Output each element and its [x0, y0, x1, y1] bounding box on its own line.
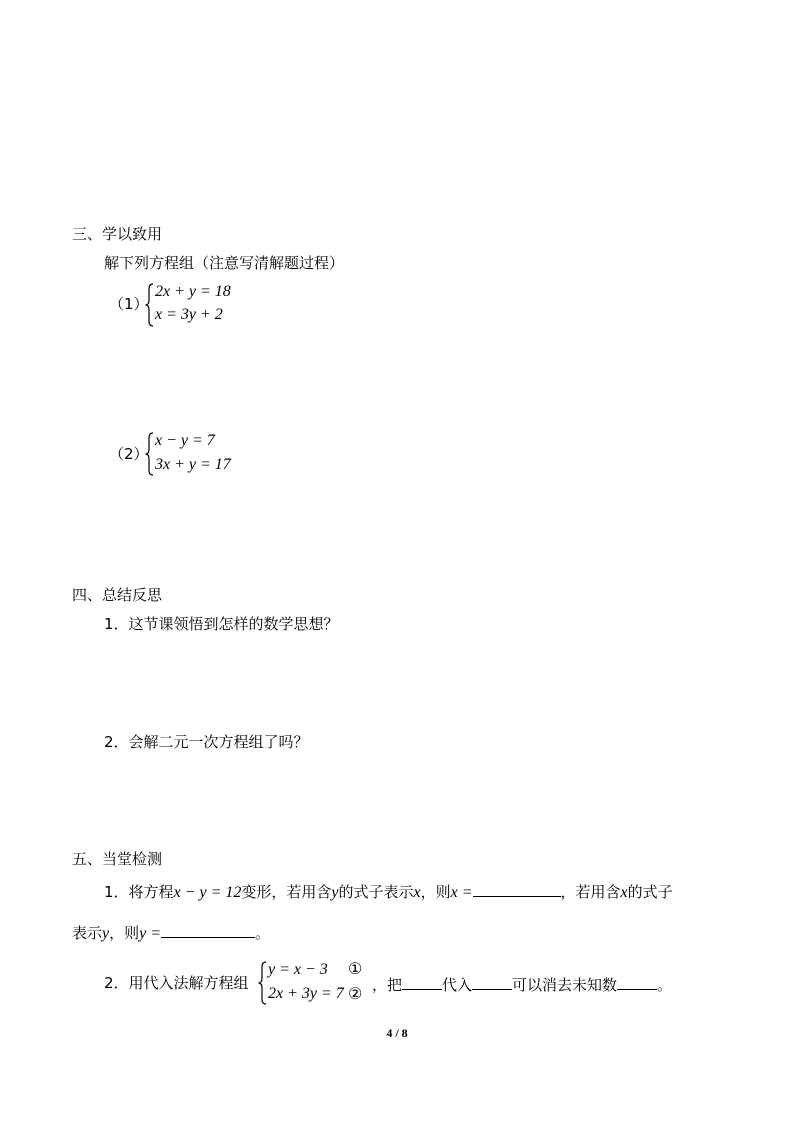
- section4-question1: 1．这节课领悟到怎样的数学思想？: [104, 615, 339, 633]
- problem1-eq2: x = 3y + 2: [155, 306, 223, 323]
- q1-equation: x − y = 12: [173, 884, 242, 901]
- section4-heading: 四、总结反思: [72, 586, 163, 604]
- brace-icon: [145, 283, 155, 327]
- q1-text: ，若用含: [560, 883, 621, 901]
- section5-question2-lead: [104, 973, 249, 993]
- q1-text: 的式子表示: [338, 883, 414, 901]
- q1-text: 将方程: [128, 883, 174, 901]
- section3-instruction: 解下列方程组（注意写清解题过程）: [104, 254, 345, 272]
- question2-eq2: 2x + 3y = 7: [268, 985, 344, 1002]
- section5-question2-tail: [372, 973, 672, 995]
- q2-text: 可以消去未知数: [512, 976, 618, 994]
- section5-heading: 五、当堂检测: [72, 850, 163, 868]
- problem2-label: （2）: [109, 445, 149, 463]
- q1-text: ，则: [109, 924, 140, 942]
- circled-one-marker: ①: [348, 961, 363, 978]
- q2-text: 。: [657, 976, 673, 994]
- section4-question2: 2．会解二元一次方程组了吗？: [104, 733, 309, 751]
- q1-y-eq: y =: [139, 925, 162, 942]
- q1-text: 表示: [72, 924, 103, 942]
- answer-blank[interactable]: [472, 973, 512, 990]
- section3-heading: 三、学以致用: [72, 225, 163, 243]
- problem1-label: （1）: [109, 295, 149, 313]
- answer-blank[interactable]: [402, 973, 442, 990]
- q1-text: 变形，若用含: [241, 883, 332, 901]
- q1-x-eq: x =: [450, 884, 473, 901]
- q2-text: ，把: [372, 976, 403, 994]
- question2-eq1: y = x − 3: [268, 961, 328, 978]
- problem2-eq1: x − y = 7: [155, 432, 215, 449]
- q1-var: x: [620, 884, 628, 901]
- q1-text: ，则: [420, 883, 451, 901]
- answer-blank[interactable]: [161, 921, 255, 938]
- q1-var: x: [413, 884, 421, 901]
- q2-text: 用代入法解方程组: [128, 974, 249, 992]
- section5-question1-line2: [72, 921, 270, 944]
- q1-var: y: [331, 884, 339, 901]
- question-number: 1．: [104, 883, 129, 901]
- circled-two-marker: ②: [348, 986, 363, 1003]
- q1-var: y: [102, 925, 110, 942]
- problem1-eq1: 2x + y = 18: [155, 283, 231, 300]
- brace-icon: [145, 432, 155, 476]
- section5-question1-line1: [104, 880, 673, 903]
- answer-blank[interactable]: [617, 973, 657, 990]
- page-number: 4 / 8: [386, 1026, 408, 1040]
- q1-text: 的式子: [627, 883, 673, 901]
- answer-blank[interactable]: [473, 880, 561, 897]
- brace-icon: [258, 961, 268, 1005]
- q2-text: 代入: [442, 976, 473, 994]
- problem2-eq2: 3x + y = 17: [155, 456, 231, 473]
- question-number: 2．: [104, 974, 129, 992]
- q1-text: 。: [255, 924, 271, 942]
